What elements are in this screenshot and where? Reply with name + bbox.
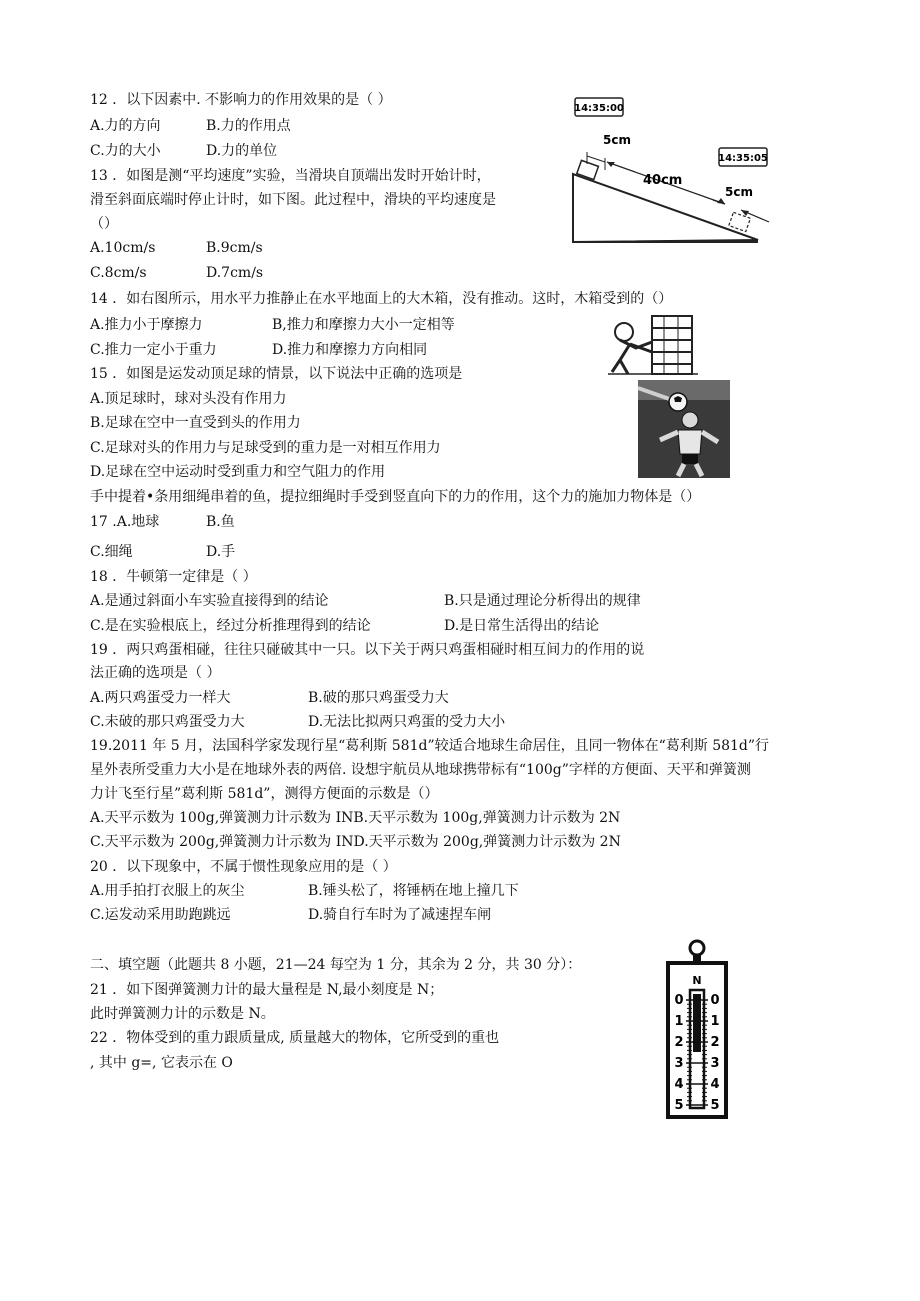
q17-option-d: D.手	[206, 544, 236, 560]
q18-option-d: D.是日常生活得出的结论	[444, 618, 600, 634]
q19-option-c: C.未破的那只鸡蛋受力大	[90, 714, 245, 730]
q15-option-d: D.足球在空中运动时受到重力和空气阻力的作用	[90, 464, 386, 480]
q14-option-d: D.推力和摩擦力方向相同	[272, 342, 428, 358]
q14-stem: 14 ．如右图所示，用水平力推静止在水平地面上的大木箱，没有推动。这时，木箱受到的（）	[90, 291, 673, 307]
q19b-options-cd: C.天平示数为 200g,弹簧测力计示数为 IND.天平示数为 200g,弹簧测力计示数为 2N	[90, 834, 621, 850]
q22-line-2: , 其中 g=, 它表示在 O	[90, 1055, 233, 1071]
q17-option-a: 17 .A.地球	[90, 514, 160, 530]
scale-tick-label-left: 5	[674, 1098, 684, 1113]
heading-football-figure	[638, 380, 730, 478]
start-timer-label: 14:35:00	[574, 103, 624, 114]
q19-option-a: A.两只鸡蛋受力一样大	[90, 690, 231, 706]
q21-line-1: 21 ．如下图弹簧测力计的最大量程是 N,最小刻度是 N；	[90, 982, 444, 998]
block1-length-label: 5cm	[603, 133, 631, 147]
q18-option-c: C.是在实验根底上，经过分析推理得到的结论	[90, 618, 371, 634]
person-body	[612, 340, 652, 374]
q20-option-c: C.运发动采用助跑跳远	[90, 907, 231, 923]
q19b-stem-2: 星外表所受重力大小是在地球外表的两倍. 设想宇航员从地球携带标有“100g”字样的方便面、天平和弹簧测	[90, 762, 751, 778]
person-head	[615, 323, 633, 341]
q13-stem-3: （）	[90, 216, 118, 232]
q13-stem-2: 滑至斜面底端时停止计时，如下图。此过程中，滑块的平均速度是	[90, 192, 496, 208]
scale-unit-label: N	[692, 974, 702, 987]
q20-stem: 20 ．以下现象中，不属于惯性现象应用的是（ ）	[90, 859, 397, 875]
player-head	[682, 412, 698, 428]
q19-option-d: D.无法比拟两只鸡蛋的受力大小	[308, 714, 506, 730]
track-length-label: 40cm	[643, 173, 683, 188]
q14-option-b: B,推力和摩擦力大小一定相等	[272, 317, 455, 333]
scale-tick-label-left: 3	[674, 1056, 684, 1071]
q15-option-b: B.足球在空中一直受到头的作用力	[90, 415, 301, 431]
q15-option-a: A.顶足球时，球对头没有作用力	[90, 391, 287, 407]
slider-block-end	[729, 212, 751, 231]
q13-option-c: C.8cm∕s	[90, 265, 147, 281]
q12-option-c: C.力的大小	[90, 143, 161, 159]
scale-tick-label-right: 5	[710, 1098, 720, 1113]
scale-tick-label-left: 1	[674, 1014, 684, 1029]
q19-option-b: B.破的那只鸡蛋受力大	[308, 690, 449, 706]
spring-scale-figure	[662, 936, 732, 1120]
q21-line-2: 此时弹簧测力计的示数是 N。	[90, 1006, 275, 1022]
q12-option-d: D.力的单位	[206, 143, 278, 159]
q20-option-b: B.锤头松了，将锤柄在地上撞几下	[308, 883, 519, 899]
q12-option-a: A.力的方向	[90, 118, 161, 134]
q15-option-c: C.足球对头的作用力与足球受到的重力是一对相互作用力	[90, 440, 441, 456]
q12-option-b: B.力的作用点	[206, 118, 291, 134]
q19b-options-ab: A.天平示数为 100g,弹簧测力计示数为 INB.天平示数为 100g,弹簧测力计示数为 2N	[90, 810, 621, 826]
scale-tick-label-right: 1	[710, 1014, 720, 1029]
block2-length-label: 5cm	[725, 185, 753, 199]
scale-spring	[693, 994, 701, 1052]
crate	[652, 316, 692, 374]
end-timer-label: 14:35:05	[718, 153, 768, 164]
q18-option-b: B.只是通过理论分析得出的规律	[444, 593, 641, 609]
q13-option-a: A.10cm∕s	[90, 240, 156, 256]
scale-tick-label-right: 3	[710, 1056, 720, 1071]
player-shirt	[678, 430, 702, 454]
section-2-title: 二、填空题（此题共 8 小题，21—24 每空为 1 分，其余为 2 分，共 30 分）：	[90, 957, 582, 973]
q15-stem: 15 ．如图是运发动顶足球的情景，以下说法中正确的选项是	[90, 366, 463, 382]
block1-dim-line	[587, 156, 605, 162]
scale-tick-label-left: 0	[674, 993, 684, 1008]
q13-option-d: D.7cm∕s	[206, 265, 264, 281]
q18-option-a: A.是通过斜面小车实验直接得到的结论	[90, 593, 329, 609]
q18-stem: 18 ．牛顿第一定律是（ ）	[90, 569, 257, 585]
q12-stem: 12 ．以下因素中. 不影响力的作用效果的是（ ）	[90, 92, 392, 108]
q14-option-a: A.推力小于摩擦力	[90, 317, 203, 333]
q19b-stem-3: 力计飞至行星”葛利斯 581d”，测得方便面的示数是（）	[90, 786, 439, 802]
incline-figure	[565, 92, 775, 252]
scale-tick-label-right: 4	[710, 1077, 720, 1092]
q13-stem-1: 13 ．如图是测“平均速度”实验，当滑块自顶端出发时开始计时，	[90, 168, 491, 184]
q19b-stem-1: 19.2011 年 5 月，法国科学家发现行星“葛利斯 581d”较适合地球生命居住，且同一物体在“葛利斯 581d”行	[90, 738, 770, 754]
q17-option-b: B.鱼	[206, 514, 235, 530]
scale-tick-label-left: 2	[674, 1035, 684, 1050]
q17-stem: 手中提着•条用细绳串着的鱼，提拉细绳时手受到竖直向下的力的作用，这个力的施加力物体是（）	[90, 489, 701, 505]
scale-tick-label-right: 0	[710, 993, 720, 1008]
q20-option-a: A.用手拍打衣服上的灰尘	[90, 883, 245, 899]
q22-line-1: 22 ．物体受到的重力跟质量成, 质量越大的物体，它所受到的重也	[90, 1030, 500, 1046]
q17-option-c: C.细绳	[90, 544, 133, 560]
scale-hook-ring	[690, 941, 704, 955]
q19-stem-1: 19 ．两只鸡蛋相碰，往往只碰破其中一只。以下关于两只鸡蛋相碰时相互间力的作用的说	[90, 642, 645, 658]
scale-tick-label-left: 4	[674, 1077, 684, 1092]
q20-option-d: D.骑自行车时为了减速捏车闸	[308, 907, 492, 923]
q14-option-c: C.推力一定小于重力	[90, 342, 217, 358]
q13-option-b: B.9cm∕s	[206, 240, 263, 256]
pushing-crate-figure	[608, 312, 698, 378]
q19-stem-2: 法正确的选项是（ ）	[90, 665, 221, 681]
scale-tick-label-right: 2	[710, 1035, 720, 1050]
